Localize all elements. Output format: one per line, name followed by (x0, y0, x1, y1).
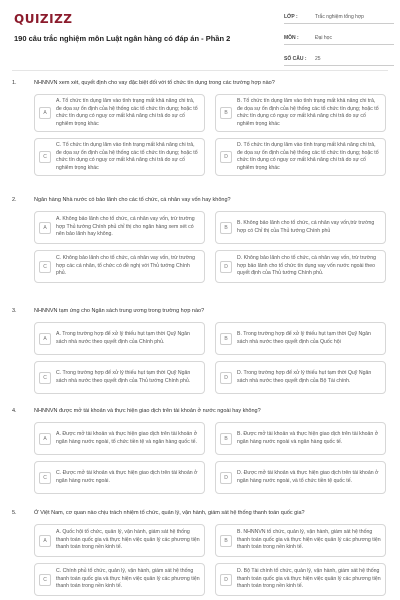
option-a[interactable] (34, 524, 205, 557)
option-d[interactable] (215, 138, 386, 176)
option-letter: B (220, 433, 232, 445)
question-1 (12, 80, 388, 176)
option-letter: A (39, 333, 51, 345)
option-letter: A (39, 222, 51, 234)
question-text: Ngân hàng Nhà nước có bảo lãnh cho các tổ chức, cá nhân vay vốn hay không? (34, 197, 231, 203)
option-text: A. Trong trường hợp để xử lý thiếu hụt tạm thời Quỹ Ngân sách nhà nước theo quyết định của Chính phủ. (56, 330, 190, 345)
option-letter: D (220, 574, 232, 586)
meta-key: MÔN : (284, 35, 299, 41)
quizizz-logo: QUIZIZZ (14, 12, 73, 26)
option-c[interactable] (34, 461, 205, 494)
meta-row-class (284, 11, 394, 24)
option-c[interactable] (34, 361, 205, 394)
option-c[interactable] (34, 563, 205, 596)
option-letter: D (220, 372, 232, 384)
option-text: D. Bộ Tài chính tổ chức, quản lý, vận hành, giám sát hệ thống thanh toán quốc gia và thực hiện việc quản lý các phương tiện thanh toán trong nền kinh tế. (237, 568, 381, 590)
option-text: A. Quốc hội tổ chức, quản lý, vận hành, giám sát hệ thống thanh toán quốc gia và thực hiện việc quản lý các phương tiện thanh toán trong nền kinh tế. (56, 529, 200, 551)
meta-value: Đại học (315, 35, 332, 41)
option-text: B. NHNNVN tổ chức, quản lý, vận hành, giám sát hệ thống thanh toán quốc gia và thực hiện việc quản lý các phương tiện thanh toán trong nền kinh tế. (237, 529, 381, 551)
option-letter: D (220, 261, 232, 273)
question-text: NHNNVN tạm ứng cho Ngân sách trung ương trong trường hợp nào? (34, 308, 205, 314)
question-number: 4. (12, 408, 17, 414)
question-number: 5. (12, 510, 17, 516)
option-letter: B (220, 107, 232, 119)
meta-key: SỐ CÂU : (284, 56, 307, 62)
question-number: 2. (12, 197, 17, 203)
option-letter: C (39, 574, 51, 586)
option-text: C. Được mở tài khoản và thực hiện giao dịch trên tài khoản ở ngân hàng nước ngoài. (56, 469, 198, 484)
question-number: 3. (12, 308, 17, 314)
option-b[interactable] (215, 94, 386, 132)
option-letter: C (39, 372, 51, 384)
option-text: D. Không bảo lãnh cho tổ chức, cá nhân vay vốn, trừ trường hợp bảo lãnh cho tổ chức tín dụng vay vốn nước ngoài theo quyết định của Thủ tướng Chính phủ. (237, 255, 376, 277)
option-letter: C (39, 151, 51, 163)
option-text: C. Không bảo lãnh cho tổ chức, cá nhân vay vốn, trừ trường hợp các cá nhân, tổ chức có đề nghị với Thủ tướng Chính phủ. (56, 255, 195, 277)
meta-box (284, 11, 394, 74)
option-d[interactable] (215, 563, 386, 596)
option-a[interactable] (34, 211, 205, 244)
option-d[interactable] (215, 461, 386, 494)
option-text: C. Chính phủ tổ chức, quản lý, vận hành, giám sát hệ thống thanh toán quốc gia và thực hiện việc quản lý các phương tiện thanh toán trong nền kinh tế. (56, 568, 200, 590)
option-text: A. Tổ chức tín dụng lâm vào tình trạng mất khả năng chi trả, đe dọa sự ổn định của hệ thống các tổ chức tín dụng; hoặc tổ chức tín dụng có nguy cơ mất khả năng chi trả do sự cố nghiêm trọng khác (56, 98, 198, 127)
option-b[interactable] (215, 322, 386, 355)
option-d[interactable] (215, 250, 386, 283)
question-number: 1. (12, 80, 17, 86)
option-text: B. Không bảo lãnh cho tổ chức, cá nhân vay vốn,trừ trường hợp có Chỉ thị của Thủ tướng Chính phủ (237, 219, 375, 234)
option-a[interactable] (34, 94, 205, 132)
option-b[interactable] (215, 211, 386, 244)
option-letter: B (220, 535, 232, 547)
option-letter: A (39, 535, 51, 547)
option-letter: B (220, 333, 232, 345)
option-b[interactable] (215, 524, 386, 557)
option-text: D. Trong trường hợp để xử lý thiếu hụt tạm thời Quỹ Ngân sách nhà nước theo quyết định của Bộ Tài chính. (237, 369, 372, 384)
option-letter: C (39, 472, 51, 484)
meta-value: 25 (315, 56, 321, 62)
meta-row-subject (284, 32, 394, 45)
option-letter: A (39, 433, 51, 445)
question-text: NHNNVN xem xét, quyết định cho vay đặc biệt đối với tổ chức tín dụng trong các trường hợp nào? (34, 80, 275, 86)
question-text: NHNNVN được mở tài khoản và thực hiện giao dịch trên tài khoản ở nước ngoài hay không? (34, 408, 261, 414)
option-text: A. Không bảo lãnh cho tổ chức, cá nhân vay vốn, trừ trường hợp Thủ tướng Chính phủ chỉ thị cho ngân hàng xem xét có nên bảo lãnh hay không. (56, 216, 195, 238)
option-letter: D (220, 472, 232, 484)
question-3 (12, 308, 388, 394)
question-2 (12, 197, 388, 283)
option-text: C. Tổ chức tín dụng lâm vào tình trạng mất khả năng chi trả, đe dọa sự ổn định của hệ thống các tổ chức tín dụng; hoặc tổ chức tín dụng có nguy cơ mất khả năng chi trả do sự cố nghiêm trọng khác (56, 142, 198, 171)
option-text: C. Trong trường hợp để xử lý thiếu hụt tạm thời Quỹ Ngân sách nhà nước theo quyết định của Thủ tướng Chính phủ. (56, 369, 191, 384)
option-text: A. Được mở tài khoản và thực hiện giao dịch trên tài khoản ở ngân hàng nước ngoài, tổ chức tiền tệ và ngân hàng quốc tế. (56, 430, 198, 445)
option-c[interactable] (34, 138, 205, 176)
meta-row-count (284, 53, 394, 66)
option-d[interactable] (215, 361, 386, 394)
header (0, 0, 400, 62)
option-letter: D (220, 151, 232, 163)
option-letter: A (39, 107, 51, 119)
option-letter: B (220, 222, 232, 234)
page-title: 190 câu trắc nghiệm môn Luật ngân hàng có đáp án - Phần 2 (14, 34, 231, 43)
option-a[interactable] (34, 422, 205, 455)
question-5 (12, 510, 388, 596)
option-text: D. Tổ chức tín dụng lâm vào tình trạng mất khả năng chi trả, đe dọa sự ổn định của hệ thống các tổ chức tín dụng; hoặc tổ chức tín dụng có nguy cơ mất khả năng chi trả do sự cố nghiêm trọng khác (237, 142, 379, 171)
option-letter: C (39, 261, 51, 273)
option-a[interactable] (34, 322, 205, 355)
option-text: B. Trong trường hợp để xử lý thiếu hụt tạm thời Quỹ Ngân sách nhà nước theo quyết định của Quốc hội (237, 330, 371, 345)
meta-key: LỚP : (284, 14, 298, 20)
header-divider (12, 70, 388, 71)
option-text: B. Được mở tài khoản và thực hiện giao dịch trên tài khoản ở ngân hàng nước ngoài và ngân hàng quốc tế. (237, 430, 379, 445)
option-text: B. Tổ chức tín dụng lâm vào tình trạng mất khả năng chi trả, đe dọa sự ổn định của hệ thống các tổ chức tín dụng; hoặc tổ chức tín dụng có nguy cơ mất khả năng chi trả do sự cố nghiêm trọng khác (237, 98, 379, 127)
meta-value: Trắc nghiệm tổng hợp (315, 14, 364, 20)
option-b[interactable] (215, 422, 386, 455)
option-text: D. Được mở tài khoản và thực hiện giao dịch trên tài khoản ở ngân hàng nước ngoài, và tổ chức tiền tệ quốc tế. (237, 469, 379, 484)
question-4 (12, 408, 388, 494)
option-c[interactable] (34, 250, 205, 283)
question-text: Ở Việt Nam, cơ quan nào chịu trách nhiệm tổ chức, quản lý, vận hành, giám sát hệ thống thanh toán quốc gia? (34, 510, 305, 516)
